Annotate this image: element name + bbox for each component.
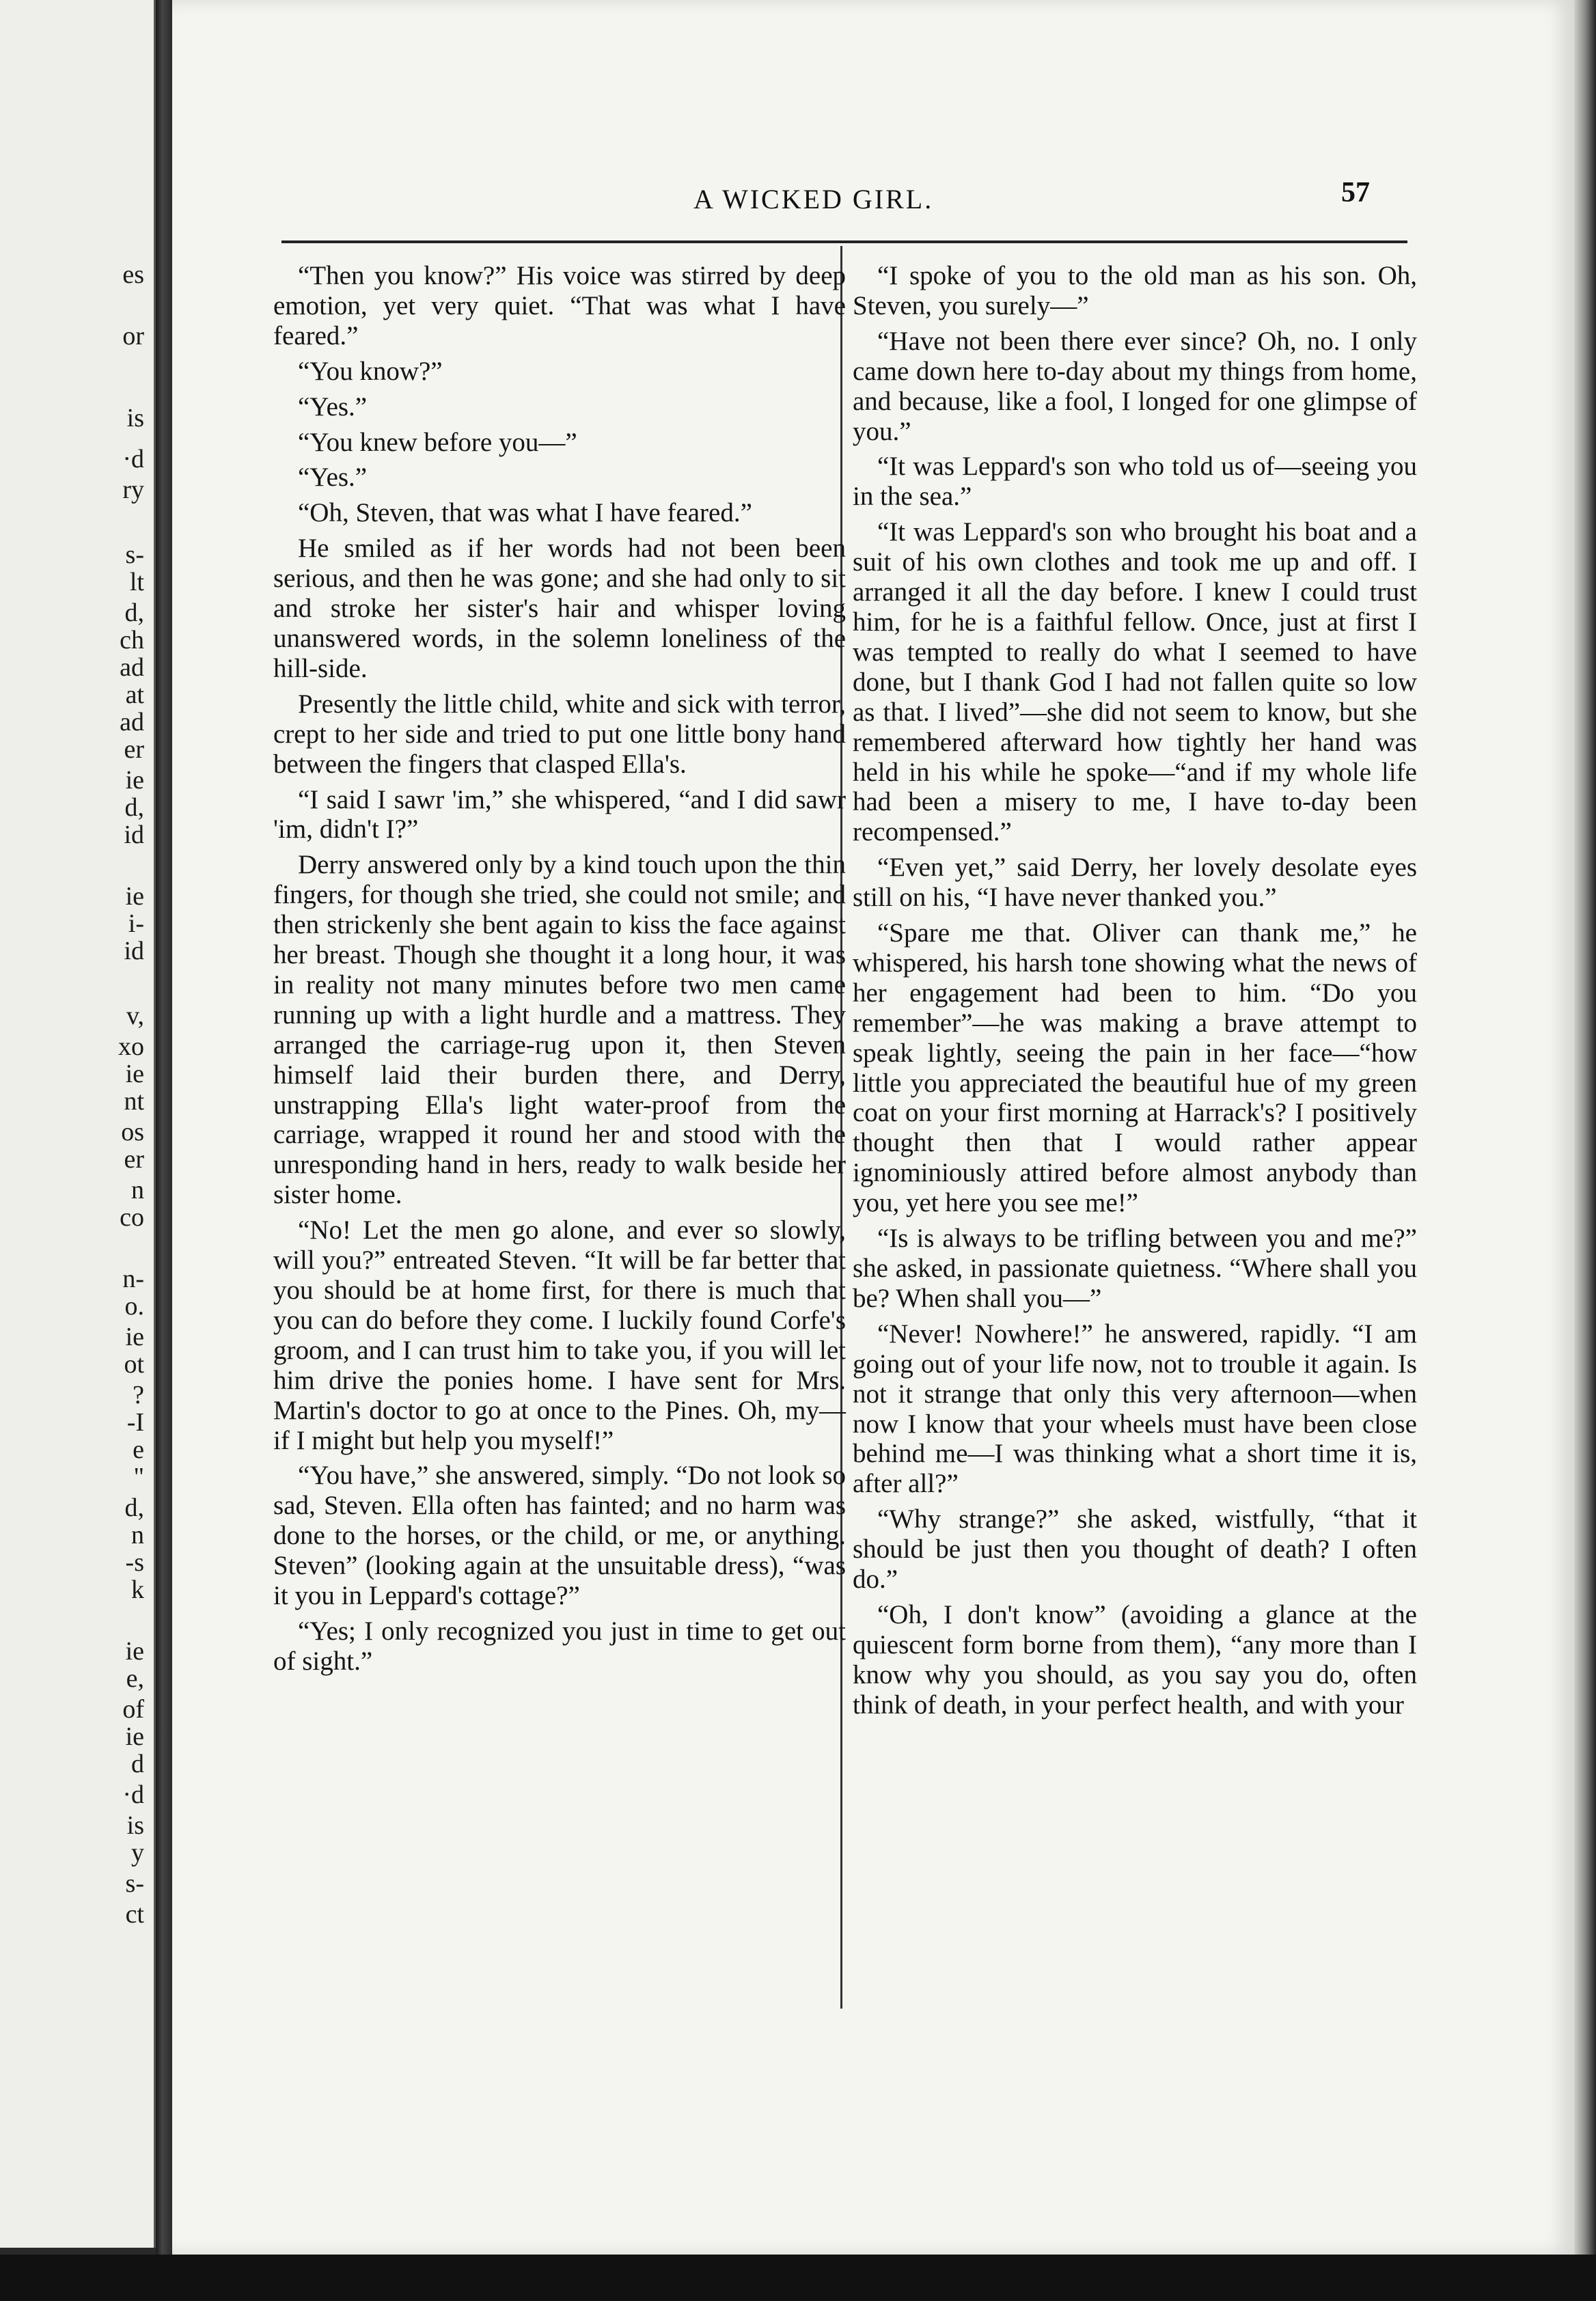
facing-page-fragment: ?	[133, 1381, 144, 1409]
facing-page-edge	[0, 0, 156, 2248]
paragraph: “Never! Nowhere!” he answered, rapidly. “I am going out of your life now, not to trouble it again. Is not it strange that only this very afternoon—when now I know that your wheels must have been close behind me—I was thinking what a short time it is, after all?”	[853, 1319, 1417, 1499]
paragraph: Derry answered only by a kind touch upon the thin fingers, for though she tried, she could not smile; and then strickenly she bent again to kiss the face against her breast. Though she thought it a long hour, it was in reality not many minutes before two men came running up with a light hurdle and a mattress. They arranged the carriage-rug upon it, then Steven himself laid their burden there, and Derry, unstrapping Ella's light water-proof from the carriage, wrapped it round her and stood with the unresponding hand in hers, ready to walk beside her sister home.	[273, 850, 846, 1210]
left-text-column	[273, 261, 846, 1677]
page-number: 57	[1341, 177, 1370, 208]
facing-page-fragment: ie	[125, 1323, 144, 1351]
header-rule	[281, 240, 1407, 243]
facing-page-fragment: of	[122, 1695, 144, 1724]
paragraph: He smiled as if her words had not been been serious, and then he was gone; and she had only to sit and stroke her sister's hair and whisper loving unanswered words, in the solemn loneliness of the hill-side.	[273, 534, 846, 683]
paragraph: “Have not been there ever since? Oh, no. I only came down here to-day about my things from home, and because, like a fool, I longed for one glimpse of you.”	[853, 326, 1417, 446]
facing-page-fragment: ie	[125, 1060, 144, 1088]
facing-page-fragment: ry	[122, 476, 144, 504]
paragraph: “Yes.”	[298, 391, 368, 422]
running-head: A WICKED GIRL.	[693, 184, 934, 215]
facing-page-fragment: es	[122, 260, 144, 289]
paragraph: “Yes.”	[298, 463, 368, 493]
paragraph: “No! Let the men go alone, and ever so slowly, will you?” entreated Steven. “It will be far better that you should be at home first, for there is much that you can do before they come. I luckily found Corfe's groom, and I can trust him to take you, if you will let him drive the ponies home. I have sent for Mrs. Martin's doctor to go at once to the Pines. Oh, my—if I might but help you myself!”	[273, 1215, 846, 1455]
facing-page-fragment: id	[124, 937, 144, 965]
facing-page-fragment: v,	[126, 1002, 144, 1030]
facing-page-fragment: ie	[125, 766, 144, 795]
facing-page-fragment: er	[124, 1145, 144, 1174]
paragraph: “It was Leppard's son who told us of—seeing you in the sea.”	[853, 452, 1417, 512]
facing-page-fragment: s-	[125, 1869, 144, 1898]
facing-page-fragment: n	[131, 1176, 144, 1204]
facing-page-fragment: ·d	[122, 1780, 144, 1809]
facing-page-fragment: er	[124, 735, 144, 764]
paragraph: “You know?”	[298, 356, 443, 386]
facing-page-fragment: ·d	[122, 445, 144, 473]
facing-page-fragment: ad	[120, 653, 144, 682]
page-bottom-edge	[0, 2255, 1596, 2301]
facing-page-fragment: n	[131, 1521, 144, 1549]
paragraph: “Why strange?” she asked, wistfully, “that it should be just then you thought of death? I often do.”	[853, 1504, 1417, 1595]
paragraph: “You knew before you—”	[298, 427, 577, 457]
facing-page-fragment: ie	[125, 882, 144, 911]
facing-page-fragment: e	[133, 1435, 144, 1464]
facing-page-fragment: d,	[124, 1493, 144, 1522]
facing-page-fragment: d,	[124, 793, 144, 822]
facing-page-fragment: ct	[125, 1900, 144, 1929]
facing-page-fragment: ch	[120, 626, 144, 655]
facing-page-fragment: is	[126, 404, 144, 432]
paragraph: “Oh, Steven, that was what I have feared.”	[298, 498, 752, 528]
facing-page-fragment: -s	[125, 1548, 144, 1577]
facing-page-fragment: e,	[126, 1664, 144, 1693]
paragraph: “You have,” she answered, simply. “Do not look so sad, Steven. Ella often has fainted; and no harm was done to the horses, or the child, or me, or anything. Steven” (looking again at the unsuitable dress), “was it you in Leppard's cottage?”	[273, 1461, 846, 1611]
paragraph: “I said I sawr 'im,” she whispered, “and I did sawr 'im, didn't I?”	[273, 784, 846, 844]
facing-page-fragment: ie	[125, 1722, 144, 1751]
right-text-column	[853, 261, 1417, 1720]
facing-page-fragment: d	[131, 1750, 144, 1778]
facing-page-fragment: co	[120, 1203, 144, 1232]
facing-page-fragment: ot	[124, 1350, 144, 1379]
facing-page-fragment: y	[131, 1838, 144, 1867]
facing-page-fragment: ad	[120, 708, 144, 736]
paragraph: “Is is always to be trifling between you and me?” she asked, in passionate quietness. “Where shall you be? When shall you—”	[853, 1224, 1417, 1313]
paragraph: Presently the little child, white and sick with terror, crept to her side and tried to put one little bony hand between the fingers that clasped Ella's.	[273, 689, 846, 779]
facing-page-fragment: s-	[125, 540, 144, 569]
paragraph: “Oh, I don't know” (avoiding a glance at the quiescent form borne from them), “any more than I know why you should, as you say you do, often think of death, in your perfect health, and with your	[853, 1599, 1417, 1720]
facing-page-fragment: k	[131, 1575, 144, 1604]
facing-page-fragment: d,	[124, 598, 144, 627]
paragraph: “Yes; I only recognized you just in time to get out of sight.”	[273, 1616, 846, 1676]
book-gutter	[156, 0, 172, 2301]
facing-page-fragment: at	[125, 680, 144, 709]
facing-page-fragment: lt	[129, 568, 144, 596]
page-right-edge	[1574, 0, 1596, 2301]
facing-page-fragment: nt	[124, 1087, 144, 1116]
facing-page-fragment: n-	[122, 1265, 144, 1293]
facing-page-fragment: ie	[125, 1637, 144, 1666]
paragraph: “Spare me that. Oliver can thank me,” he whispered, his harsh tone showing what the news of her engagement had been to him. “Do you remember”—he was making a brave attempt to speak lightly, seeing the pain in her face—“how little you appreciated the beautiful hue of my green coat on your first morning at Harrack's? I positively thought then that I would rather appear ignominiously attired before almost anybody than you, yet here you see me!”	[853, 918, 1417, 1218]
paragraph: “I spoke of you to the old man as his son. Oh, Steven, you surely—”	[853, 261, 1417, 320]
facing-page-fragment: i-	[128, 909, 144, 938]
paragraph: “It was Leppard's son who brought his boat and a suit of his own clothes and took me up and off. I arranged it all the day before. I knew I could trust him, for he is a faithful fellow. Once, just at first I was tempted to really do what I seemed to have done, but I thank God I had not fallen quite so low as that. I lived”—she did not seem to know, but she remembered afterward how tightly her hand was held in his while he spoke—“and if my whole life had been a misery to me, I have to-day been recompensed.”	[853, 517, 1417, 847]
paragraph: “Then you know?” His voice was stirred by deep emotion, yet very quiet. “That was what I have feared.”	[273, 261, 846, 350]
facing-page-fragment: -I	[126, 1408, 144, 1437]
facing-page-fragment: os	[121, 1118, 144, 1146]
facing-page-fragment: xo	[118, 1032, 144, 1061]
facing-page-fragment: "	[133, 1463, 144, 1491]
facing-page-fragment: is	[126, 1811, 144, 1840]
paragraph: “Even yet,” said Derry, her lovely desolate eyes still on his, “I have never thanked you.”	[853, 853, 1417, 913]
facing-page-fragment: o.	[124, 1292, 144, 1321]
facing-page-fragment: id	[124, 821, 144, 849]
facing-page-fragment: or	[122, 322, 144, 350]
